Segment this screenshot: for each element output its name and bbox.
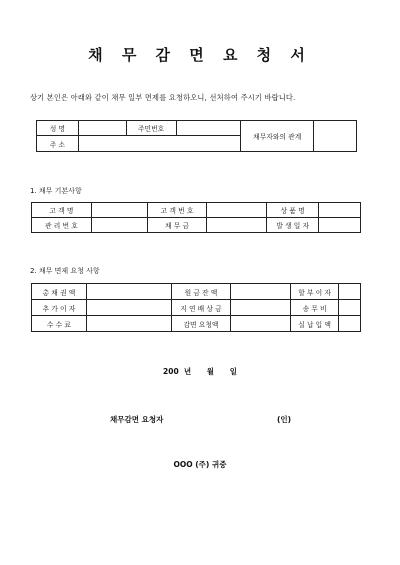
- reduction-request-label: 감면 요청액: [171, 316, 231, 332]
- debt-amount-field[interactable]: [207, 218, 267, 233]
- section2-heading: 2. 채무 면제 요청 사항: [30, 267, 100, 275]
- customer-number-label: 고 객 번 호: [147, 203, 207, 218]
- commission-label: 수 수 료: [32, 316, 87, 332]
- additional-interest-label: 추 가 이 자: [32, 300, 87, 316]
- principal-balance-label: 원 금 잔 액: [171, 284, 231, 300]
- address-label: 주 소: [37, 136, 79, 152]
- commission-field[interactable]: [86, 316, 171, 332]
- product-name-label: 상 품 명: [267, 203, 319, 218]
- product-name-field[interactable]: [319, 203, 361, 218]
- principal-balance-field[interactable]: [231, 284, 291, 300]
- customer-name-label: 고 객 명: [32, 203, 92, 218]
- customer-number-field[interactable]: [207, 203, 267, 218]
- rrn-label: 주민번호: [126, 121, 176, 136]
- address-field[interactable]: [78, 136, 240, 152]
- late-damages-label: 지 연 배 상 금: [171, 300, 231, 316]
- name-field[interactable]: [78, 121, 126, 136]
- applicant-info-table: [36, 120, 357, 152]
- reduction-request-field[interactable]: [231, 316, 291, 332]
- actual-payment-field[interactable]: [339, 316, 361, 332]
- intro-text: 상기 본인은 아래와 같이 채무 일부 면제를 요청하오니, 선처하여 주시기 바랍니다.: [30, 93, 296, 102]
- relation-field[interactable]: [314, 121, 357, 152]
- basic-info-table: [31, 202, 361, 233]
- exemption-request-table: [31, 283, 361, 332]
- management-number-label: 관 리 번 호: [32, 218, 92, 233]
- requester-label: 채무감면 요청자: [110, 415, 164, 424]
- debt-amount-label: 채 무 금: [147, 218, 207, 233]
- total-claim-field[interactable]: [86, 284, 171, 300]
- installment-interest-field[interactable]: [339, 284, 361, 300]
- customer-name-field[interactable]: [91, 203, 147, 218]
- date-line: 200 년 월 일: [163, 367, 237, 376]
- total-claim-label: 총 채 권 액: [32, 284, 87, 300]
- management-number-field[interactable]: [91, 218, 147, 233]
- late-damages-field[interactable]: [231, 300, 291, 316]
- occurrence-date-field[interactable]: [319, 218, 361, 233]
- seal-mark: (인): [277, 415, 292, 424]
- installment-interest-label: 할 부 이 자: [291, 284, 339, 300]
- document-title: 채 무 감 면 요 청 서: [88, 46, 312, 64]
- actual-payment-label: 실 납 입 액: [291, 316, 339, 332]
- section1-heading: 1. 채무 기본사항: [30, 187, 82, 195]
- recipient: OOO (주) 귀중: [173, 460, 227, 469]
- name-label: 성 명: [37, 121, 79, 136]
- occurrence-date-label: 발 생 일 자: [267, 218, 319, 233]
- rrn-field[interactable]: [176, 121, 241, 136]
- additional-interest-field[interactable]: [86, 300, 171, 316]
- legal-fees-label: 송 무 비: [291, 300, 339, 316]
- legal-fees-field[interactable]: [339, 300, 361, 316]
- relation-label: 채무자와의 관계: [241, 121, 314, 152]
